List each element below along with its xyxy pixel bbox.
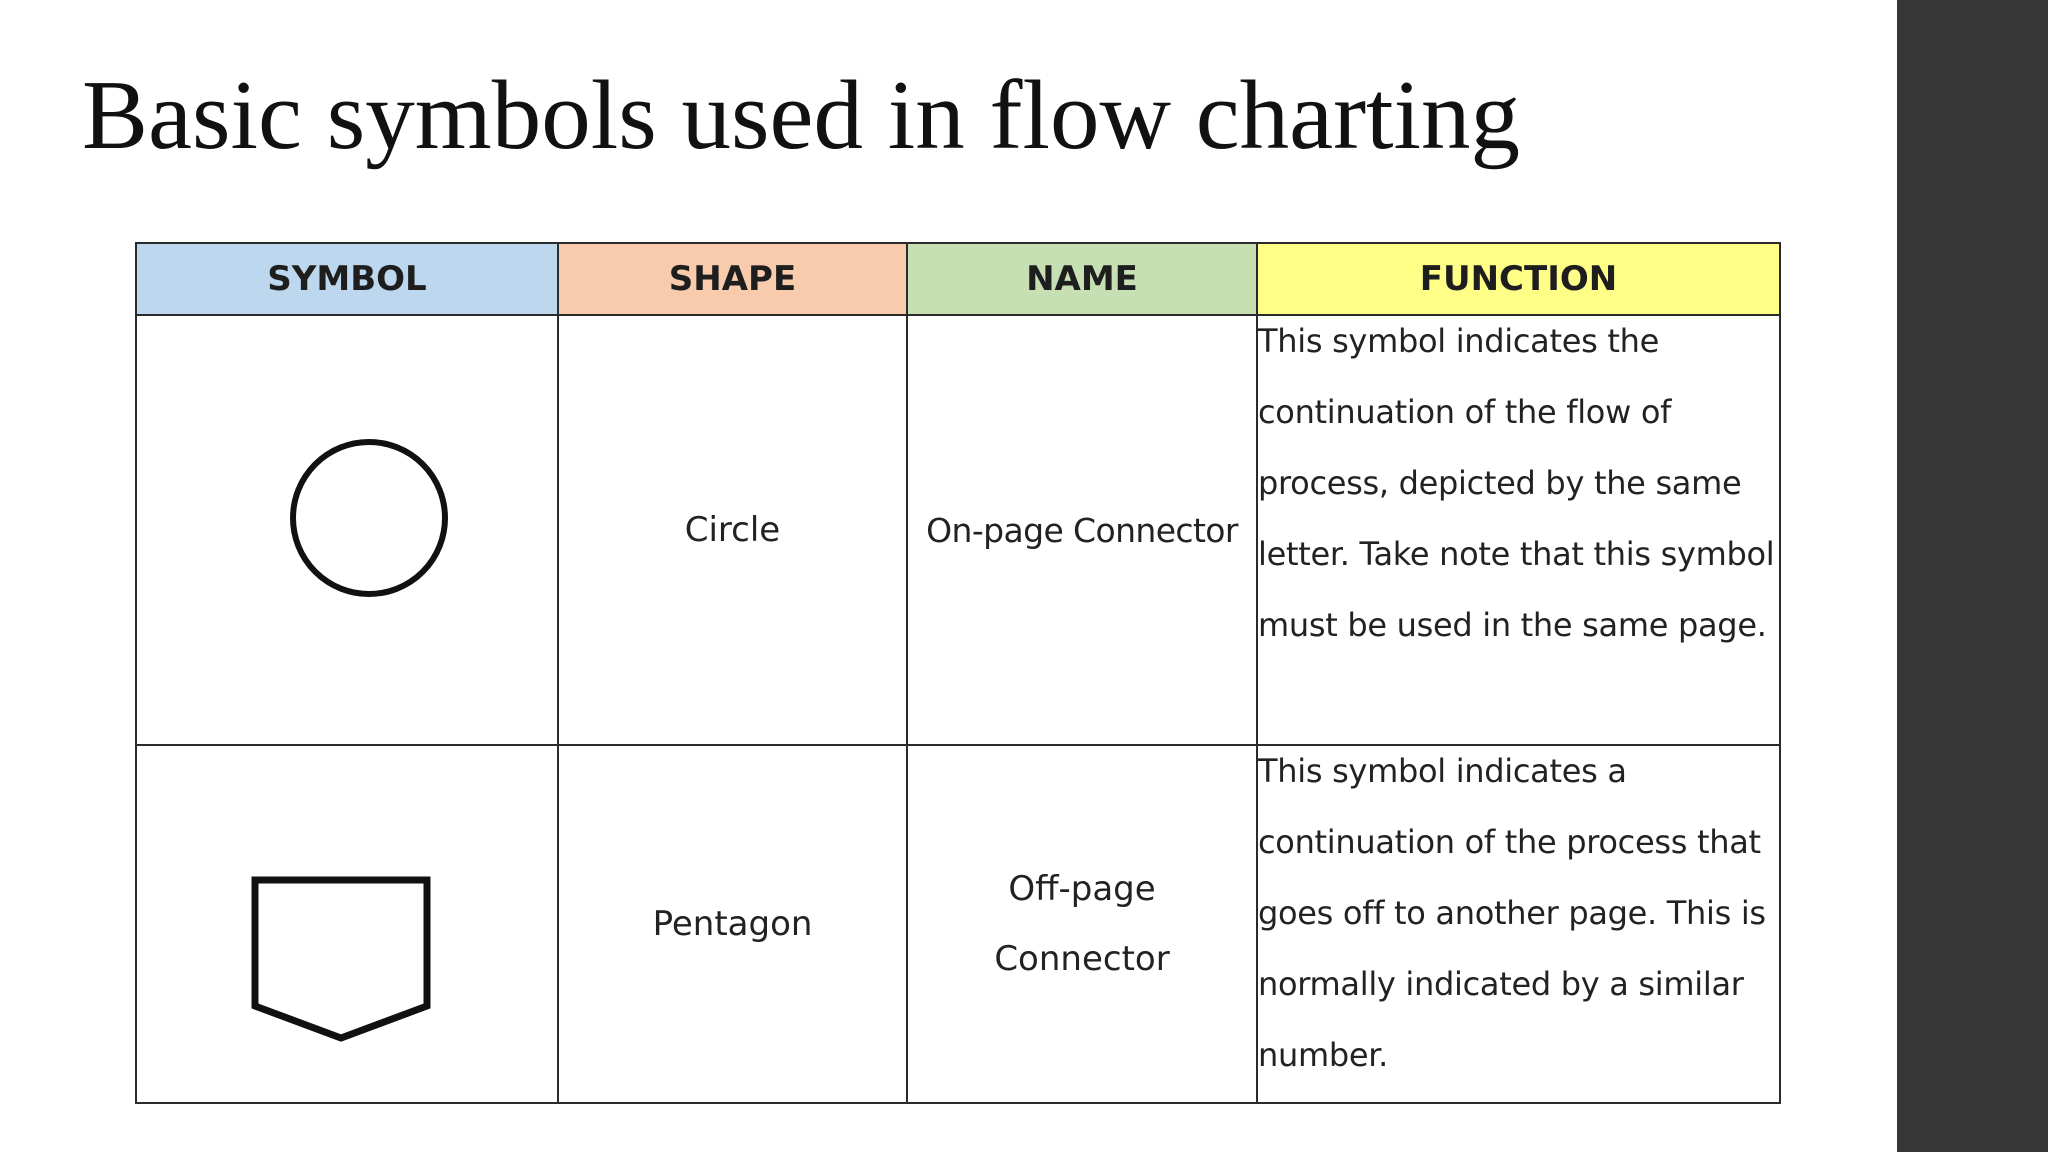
header-shape: SHAPE <box>558 243 907 315</box>
function-text: This symbol indicates a continuation of the process that goes off to another page. This is normally indicated by a similar number. <box>1258 752 1766 1074</box>
symbol-cell <box>136 315 558 745</box>
table-header-row <box>136 243 1780 315</box>
pentagon-icon <box>251 876 433 1044</box>
sidebar-panel <box>1897 0 2048 1152</box>
table-row <box>136 745 1780 1103</box>
name-cell: On-page Connector <box>907 315 1257 745</box>
header-function: FUNCTION <box>1257 243 1780 315</box>
function-text: This symbol indicates the continuation of the flow of process, depicted by the same letter. Take note that this symbol must be used in the same page. <box>1258 322 1775 644</box>
symbol-cell <box>136 745 558 1103</box>
header-name: NAME <box>907 243 1257 315</box>
function-cell <box>1257 315 1780 745</box>
shape-cell: Pentagon <box>558 745 907 1103</box>
slide-title: Basic symbols used in flow charting <box>82 61 1521 170</box>
table-row <box>136 315 1780 745</box>
flowchart-symbols-table <box>135 242 1781 1104</box>
function-cell <box>1257 745 1780 1103</box>
circle-icon <box>289 438 449 598</box>
shape-cell: Circle <box>558 315 907 745</box>
header-symbol: SYMBOL <box>136 243 558 315</box>
name-cell: Off-page Connector <box>907 745 1257 1103</box>
